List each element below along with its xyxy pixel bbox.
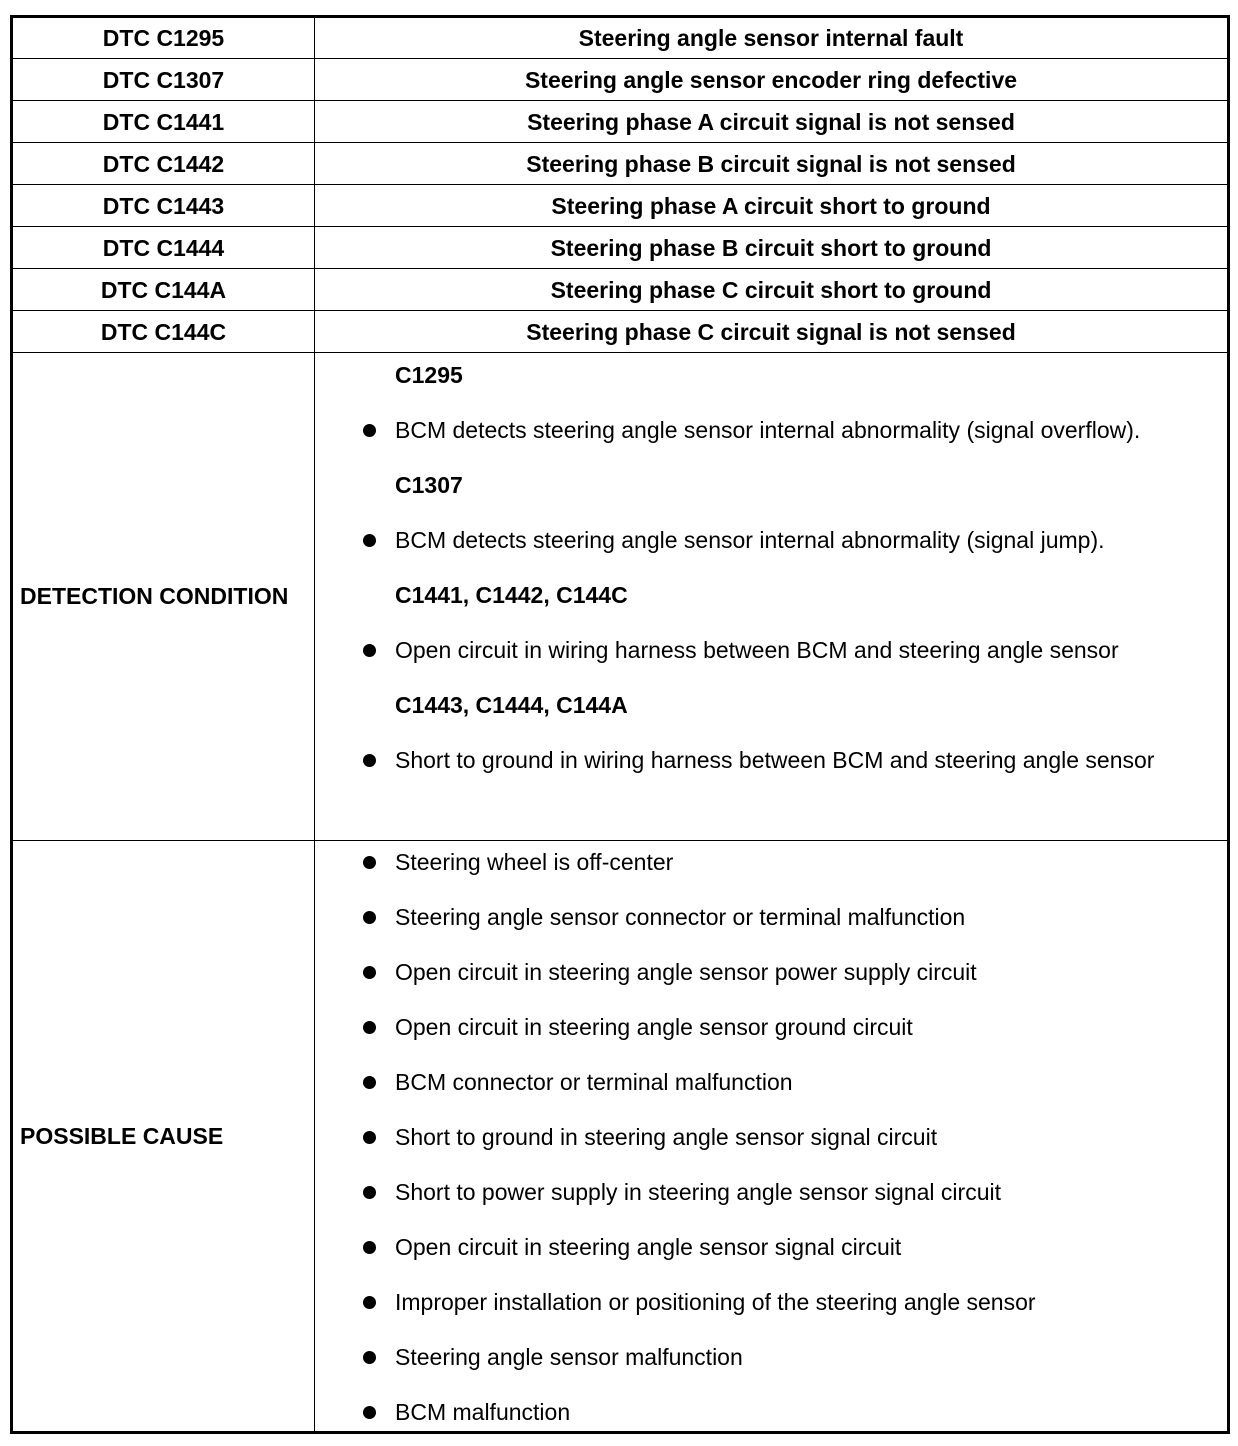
dtc-description: Steering angle sensor internal fault — [315, 17, 1229, 59]
dtc-code: DTC C1443 — [12, 185, 315, 227]
detection-group-heading: C1295 — [395, 362, 463, 389]
bullet-icon — [363, 1186, 376, 1199]
cause-item — [315, 1397, 1227, 1427]
bullet-icon — [363, 1241, 376, 1254]
cause-item-text: Improper installation or positioning of the steering angle sensor — [395, 1289, 1036, 1316]
cause-item-text: Steering angle sensor connector or terminal malfunction — [395, 904, 966, 931]
bullet-icon — [363, 966, 376, 979]
bullet-icon — [363, 856, 376, 869]
detection-condition-content — [315, 353, 1229, 841]
detection-item — [315, 415, 1227, 445]
bullet-icon — [363, 534, 376, 547]
detection-condition-row — [12, 353, 1229, 841]
dtc-description: Steering phase B circuit signal is not sensed — [315, 143, 1229, 185]
detection-item-text: Open circuit in wiring harness between BCM and steering angle sensor — [395, 637, 1119, 664]
cause-item — [315, 1122, 1227, 1152]
bullet-icon — [363, 644, 376, 657]
detection-item — [315, 525, 1227, 555]
dtc-row — [12, 227, 1229, 269]
bullet-icon — [363, 1076, 376, 1089]
detection-group-heading: C1443, C1444, C144A — [395, 692, 628, 719]
bullet-icon — [363, 1351, 376, 1364]
bullet-icon — [363, 1021, 376, 1034]
dtc-description: Steering phase A circuit signal is not sensed — [315, 101, 1229, 143]
dtc-code: DTC C1444 — [12, 227, 315, 269]
cause-item-text: BCM connector or terminal malfunction — [395, 1069, 793, 1096]
possible-cause-label: POSSIBLE CAUSE — [12, 841, 315, 1433]
bullet-icon — [363, 1296, 376, 1309]
detection-item-text: BCM detects steering angle sensor internal abnormality (signal jump). — [395, 527, 1105, 554]
dtc-table — [10, 15, 1230, 1434]
bullet-icon — [363, 424, 376, 437]
dtc-description: Steering phase B circuit short to ground — [315, 227, 1229, 269]
dtc-description: Steering phase C circuit short to ground — [315, 269, 1229, 311]
cause-item — [315, 1067, 1227, 1097]
dtc-row — [12, 143, 1229, 185]
dtc-code: DTC C1442 — [12, 143, 315, 185]
dtc-description: Steering angle sensor encoder ring defective — [315, 59, 1229, 101]
cause-item — [315, 957, 1227, 987]
bullet-icon — [363, 754, 376, 767]
dtc-code: DTC C1295 — [12, 17, 315, 59]
bullet-icon — [363, 1131, 376, 1144]
cause-item-text: BCM malfunction — [395, 1399, 571, 1426]
cause-item-text: Steering angle sensor malfunction — [395, 1344, 743, 1371]
cause-item-text: Open circuit in steering angle sensor signal circuit — [395, 1234, 902, 1261]
dtc-description: Steering phase A circuit short to ground — [315, 185, 1229, 227]
detection-item — [315, 635, 1227, 665]
dtc-row — [12, 101, 1229, 143]
cause-item-text: Short to power supply in steering angle sensor signal circuit — [395, 1179, 1001, 1206]
cause-item-text: Short to ground in steering angle sensor signal circuit — [395, 1124, 938, 1151]
detection-group-heading: C1441, C1442, C144C — [395, 582, 628, 609]
dtc-code: DTC C1441 — [12, 101, 315, 143]
detection-item-text: BCM detects steering angle sensor internal abnormality (signal overflow). — [395, 417, 1141, 444]
cause-item-text: Open circuit in steering angle sensor ground circuit — [395, 1014, 913, 1041]
cause-item — [315, 902, 1227, 932]
cause-item — [315, 1287, 1227, 1317]
dtc-description: Steering phase C circuit signal is not sensed — [315, 311, 1229, 353]
dtc-code: DTC C144C — [12, 311, 315, 353]
detection-item — [315, 745, 1227, 775]
cause-item — [315, 1232, 1227, 1262]
cause-item — [315, 1012, 1227, 1042]
dtc-row — [12, 59, 1229, 101]
dtc-row — [12, 269, 1229, 311]
detection-item-text: Short to ground in wiring harness between BCM and steering angle sensor — [395, 747, 1155, 774]
dtc-code: DTC C1307 — [12, 59, 315, 101]
dtc-row — [12, 311, 1229, 353]
detection-condition-label: DETECTION CONDITION — [12, 353, 315, 841]
cause-item — [315, 847, 1227, 877]
cause-item-text: Open circuit in steering angle sensor power supply circuit — [395, 959, 977, 986]
cause-item — [315, 1342, 1227, 1372]
dtc-code: DTC C144A — [12, 269, 315, 311]
dtc-row — [12, 185, 1229, 227]
bullet-icon — [363, 1406, 376, 1419]
possible-cause-content — [315, 841, 1229, 1433]
cause-item — [315, 1177, 1227, 1207]
cause-item-text: Steering wheel is off-center — [395, 849, 674, 876]
dtc-row — [12, 17, 1229, 59]
detection-group-heading: C1307 — [395, 472, 463, 499]
bullet-icon — [363, 911, 376, 924]
possible-cause-row — [12, 841, 1229, 1433]
